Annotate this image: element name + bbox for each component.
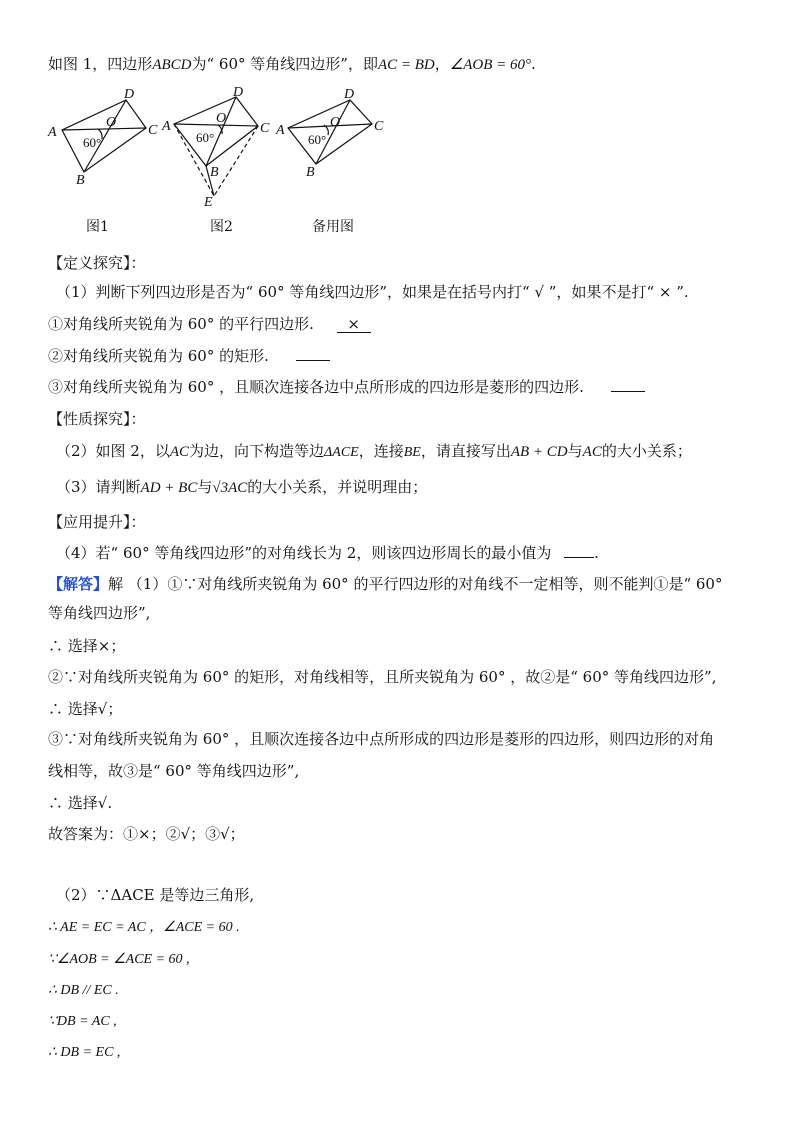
q1-item1: [48, 314, 371, 334]
label-d-3: D: [344, 87, 355, 102]
label-b-1: B: [76, 173, 85, 188]
quad-name: ABCD: [152, 57, 192, 73]
solution-line5: ∴ 选择√；: [48, 700, 123, 718]
q1-item3-text: ③对角线所夹锐角为 60° ，且顺次连接各边中点所形成的四边形是菱形的四边形.: [48, 378, 584, 396]
label-e-2: E: [204, 195, 213, 210]
label-a-2: A: [162, 119, 171, 134]
solution-line6: ③∵对角线所夹锐角为 60° ，且顺次连接各边中点所形成的四边形是菱形的四边形，则四边形的对角: [48, 730, 715, 748]
solution-line7: 线相等，故③是“ 60° 等角线四边形”,: [48, 762, 300, 780]
q1-item2-blank[interactable]: [296, 360, 330, 361]
q1-item2: [48, 346, 330, 366]
angle-label-1: 60°: [83, 135, 102, 150]
q1-item3: [48, 377, 645, 397]
q3-text: （3）请判断AD + BC与√3AC的大小关系，并说明理由；: [56, 478, 428, 496]
answer-tag: 【解答】: [48, 575, 109, 593]
intro-mid: 为“ 60° 等角线四边形”，即: [191, 55, 378, 73]
solution-line8: ∴ 选择√.: [48, 794, 113, 812]
figure-spare: [288, 100, 372, 164]
intro-sep: ，: [434, 55, 450, 73]
solution-line11: ∴ AE = EC = AC ，∠ACE = 60 .: [48, 920, 240, 935]
figures-svg: [40, 84, 400, 214]
solution-line1: 【解答】解 （1）①∵对角线所夹锐角为 60° 的平行四边形的对角线不一定相等，则不能判①是“ 60°: [48, 575, 723, 593]
solution-line13: ∴ DB // EC .: [48, 983, 119, 998]
q4-text: （4）若“ 60° 等角线四边形”的对角线长为 2，则该四边形周长的最小值为 .: [56, 544, 599, 562]
q1-item1-text: ①对角线所夹锐角为 60° 的平行四边形.: [48, 315, 314, 333]
figure-1: [62, 100, 146, 172]
label-d-1: D: [124, 87, 135, 102]
section-application: 【应用提升】：: [48, 513, 146, 531]
q1-item1-blank[interactable]: ×: [337, 316, 371, 333]
eq-ac-bd: AC = BD: [377, 57, 435, 73]
label-d-2: D: [233, 85, 244, 100]
solution-line10: （2）∵ΔACE 是等边三角形,: [56, 886, 255, 904]
label-c-3: C: [374, 119, 384, 134]
eq-angle-aob: ∠AOB = 60°: [449, 57, 531, 73]
label-b-3: B: [306, 165, 315, 180]
q1-stem: （1）判断下列四边形是否为“ 60° 等角线四边形”，如果是在括号内打“ √ ”，如果不是打“ × ”.: [56, 283, 689, 301]
label-c-2: C: [260, 121, 270, 136]
solution-line15: ∴ DB = EC ,: [48, 1045, 121, 1060]
intro-prefix: 如图 1，四边形: [48, 55, 153, 73]
q4-blank[interactable]: [564, 557, 594, 558]
caption-fig2: 图2: [210, 219, 233, 235]
label-o-3: O: [330, 115, 341, 130]
q1-item3-blank[interactable]: [611, 391, 645, 392]
intro-end: .: [531, 55, 536, 73]
label-a-3: A: [276, 123, 285, 138]
solution-line14: ∵DB = AC ,: [48, 1014, 117, 1029]
angle-label-3: 60°: [308, 132, 327, 147]
section-property: 【性质探究】：: [48, 410, 146, 428]
solution-line2: 等角线四边形”,: [48, 604, 151, 622]
label-o-2: O: [216, 111, 227, 126]
solution-line4: ②∵对角线所夹锐角为 60° 的矩形，对角线相等，且所夹锐角为 60° ，故②是“ 60° 等角线四边形”,: [48, 668, 717, 686]
q1-item2-text: ②对角线所夹锐角为 60° 的矩形.: [48, 347, 269, 365]
angle-label-2: 60°: [196, 130, 215, 145]
label-b-2: B: [210, 165, 219, 180]
solution-line12: ∵∠AOB = ∠ACE = 60 ,: [48, 952, 190, 967]
caption-spare: 备用图: [312, 219, 354, 235]
label-a-1: A: [48, 125, 57, 140]
intro-line: [48, 54, 536, 75]
q2-text: （2）如图 2，以AC为边，向下构造等边ΔACE，连接BE，请直接写出AB + CD与AC的大小关系；: [56, 442, 692, 460]
label-o-1: O: [106, 115, 117, 130]
section-definition: 【定义探究】：: [48, 254, 146, 272]
solution-line9: 故答案为：①×；②√；③√；: [48, 825, 245, 843]
label-c-1: C: [148, 123, 158, 138]
solution-line3: ∴ 选择×；: [48, 637, 126, 655]
caption-fig1: 图1: [86, 219, 109, 235]
